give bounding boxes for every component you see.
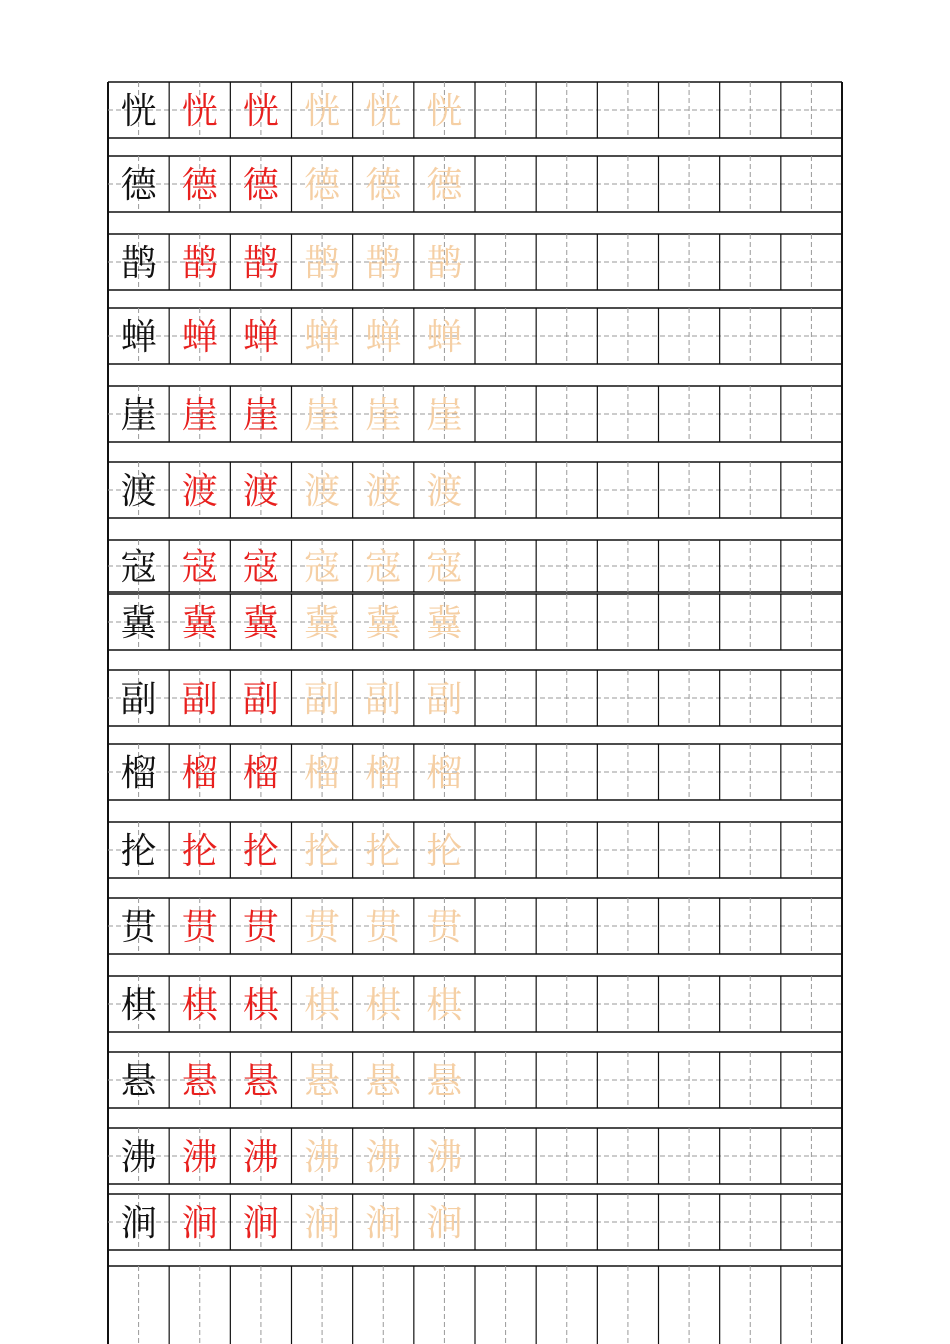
trace-character: 冀 [365, 603, 402, 644]
trace-character: 鹊 [426, 243, 463, 284]
trace-character: 冀 [181, 603, 218, 644]
model-character: 渡 [120, 471, 157, 512]
trace-character: 德 [426, 165, 463, 206]
trace-character: 崖 [426, 395, 463, 436]
trace-character: 蝉 [304, 317, 341, 358]
trace-character: 恍 [242, 91, 279, 132]
trace-character: 寇 [426, 547, 463, 588]
trace-character: 鹊 [304, 243, 341, 284]
trace-character: 涧 [304, 1203, 341, 1244]
trace-character: 渡 [365, 471, 402, 512]
trace-character: 榴 [181, 753, 218, 794]
trace-character: 贯 [181, 907, 218, 948]
model-character: 蝉 [120, 317, 157, 358]
trace-character: 渡 [426, 471, 463, 512]
trace-character: 恍 [181, 91, 218, 132]
trace-character: 榴 [365, 753, 402, 794]
trace-character: 蝉 [242, 317, 279, 358]
trace-character: 沸 [365, 1137, 402, 1178]
trace-character: 悬 [181, 1061, 218, 1102]
model-character: 副 [120, 679, 157, 720]
trace-character: 棋 [426, 985, 463, 1026]
trace-character: 榴 [242, 753, 279, 794]
trace-character: 抡 [426, 831, 463, 872]
trace-character: 沸 [181, 1137, 218, 1178]
trace-character: 涧 [242, 1203, 279, 1244]
trace-character: 沸 [242, 1137, 279, 1178]
trace-character: 德 [365, 165, 402, 206]
trace-character: 抡 [365, 831, 402, 872]
model-character: 寇 [120, 547, 157, 588]
trace-character: 悬 [304, 1061, 341, 1102]
trace-character: 恍 [304, 91, 341, 132]
model-character: 德 [120, 165, 157, 206]
trace-character: 抡 [181, 831, 218, 872]
model-character: 鹊 [120, 243, 157, 284]
trace-character: 副 [181, 679, 218, 720]
trace-character: 冀 [304, 603, 341, 644]
trace-character: 寇 [365, 547, 402, 588]
trace-character: 崖 [304, 395, 341, 436]
trace-character: 德 [181, 165, 218, 206]
model-character: 崖 [120, 395, 157, 436]
trace-character: 鹊 [181, 243, 218, 284]
model-character: 棋 [120, 985, 157, 1026]
model-character: 恍 [120, 91, 157, 132]
trace-character: 冀 [426, 603, 463, 644]
trace-character: 悬 [365, 1061, 402, 1102]
trace-character: 涧 [365, 1203, 402, 1244]
trace-character: 沸 [304, 1137, 341, 1178]
trace-character: 涧 [181, 1203, 218, 1244]
trace-character: 副 [242, 679, 279, 720]
trace-character: 副 [365, 679, 402, 720]
trace-character: 蝉 [426, 317, 463, 358]
trace-character: 贯 [365, 907, 402, 948]
trace-character: 棋 [365, 985, 402, 1026]
trace-character: 抡 [304, 831, 341, 872]
model-character: 榴 [120, 753, 157, 794]
trace-character: 冀 [242, 603, 279, 644]
trace-character: 棋 [242, 985, 279, 1026]
trace-character: 德 [242, 165, 279, 206]
trace-character: 寇 [242, 547, 279, 588]
trace-character: 鹊 [365, 243, 402, 284]
trace-character: 崖 [365, 395, 402, 436]
trace-character: 副 [426, 679, 463, 720]
trace-character: 渡 [242, 471, 279, 512]
trace-character: 沸 [426, 1137, 463, 1178]
trace-character: 贯 [426, 907, 463, 948]
trace-character: 贯 [304, 907, 341, 948]
trace-character: 蝉 [365, 317, 402, 358]
trace-character: 悬 [426, 1061, 463, 1102]
trace-character: 涧 [426, 1203, 463, 1244]
trace-character: 德 [304, 165, 341, 206]
trace-character: 寇 [304, 547, 341, 588]
model-character: 冀 [120, 603, 157, 644]
model-character: 涧 [120, 1203, 157, 1244]
trace-character: 渡 [181, 471, 218, 512]
trace-character: 崖 [242, 395, 279, 436]
model-character: 贯 [120, 907, 157, 948]
trace-character: 鹊 [242, 243, 279, 284]
trace-character: 寇 [181, 547, 218, 588]
trace-character: 棋 [304, 985, 341, 1026]
trace-character: 榴 [426, 753, 463, 794]
trace-character: 抡 [242, 831, 279, 872]
trace-character: 悬 [242, 1061, 279, 1102]
model-character: 沸 [120, 1137, 157, 1178]
model-character: 悬 [120, 1061, 157, 1102]
trace-character: 贯 [242, 907, 279, 948]
model-character: 抡 [120, 831, 157, 872]
trace-character: 渡 [304, 471, 341, 512]
trace-character: 棋 [181, 985, 218, 1026]
trace-character: 蝉 [181, 317, 218, 358]
trace-character: 恍 [426, 91, 463, 132]
trace-character: 崖 [181, 395, 218, 436]
trace-character: 榴 [304, 753, 341, 794]
trace-character: 副 [304, 679, 341, 720]
trace-character: 恍 [365, 91, 402, 132]
